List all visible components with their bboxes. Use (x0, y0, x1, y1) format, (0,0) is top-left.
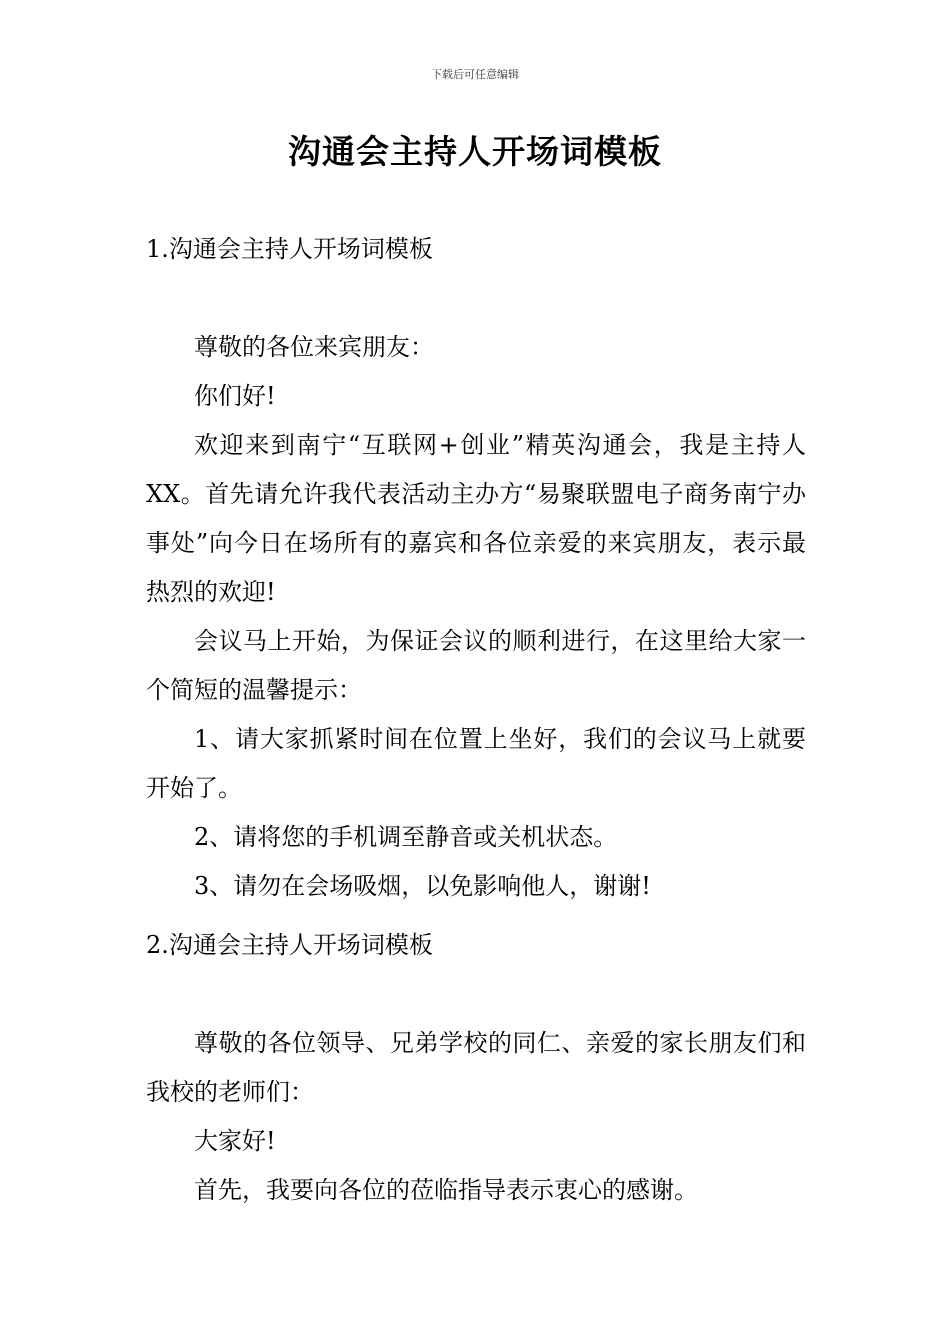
document-title: 沟通会主持人开场词模板 (288, 132, 662, 171)
section-2 (146, 921, 806, 1215)
paragraph: 大家好! (194, 1127, 276, 1155)
paragraph: 2、请将您的手机调至静音或关机状态。 (194, 823, 618, 851)
section-2-heading: 2.沟通会主持人开场词模板 (146, 931, 433, 959)
paragraph: 尊敬的各位领导、兄弟学校的同仁、亲爱的家长朋友们和我校的老师们： (146, 1029, 806, 1106)
paragraph: 尊敬的各位来宾朋友： (194, 333, 434, 361)
section-1 (146, 225, 806, 911)
paragraph: 1、请大家抓紧时间在位置上坐好，我们的会议马上就要开始了。 (146, 725, 806, 802)
spacer (146, 970, 806, 1019)
spacer (146, 274, 806, 323)
paragraph: 你们好! (194, 382, 276, 410)
paragraph: 会议马上开始，为保证会议的顺利进行，在这里给大家一个简短的温馨提示： (146, 627, 806, 704)
section-1-heading: 1.沟通会主持人开场词模板 (146, 235, 433, 263)
paragraph: 欢迎来到南宁“互联网+创业”精英沟通会，我是主持人XX。首先请允许我代表活动主办方“易聚联盟电子商务南宁办事处”向今日在场所有的嘉宾和各位亲爱的来宾朋友，表示最热烈的欢迎! (146, 431, 806, 606)
paragraph: 首先，我要向各位的莅临指导表示衷心的感谢。 (194, 1176, 698, 1204)
paragraph: 3、请勿在会场吸烟，以免影响他人，谢谢! (194, 872, 651, 900)
header-note: 下载后可任意编辑 (431, 68, 519, 81)
